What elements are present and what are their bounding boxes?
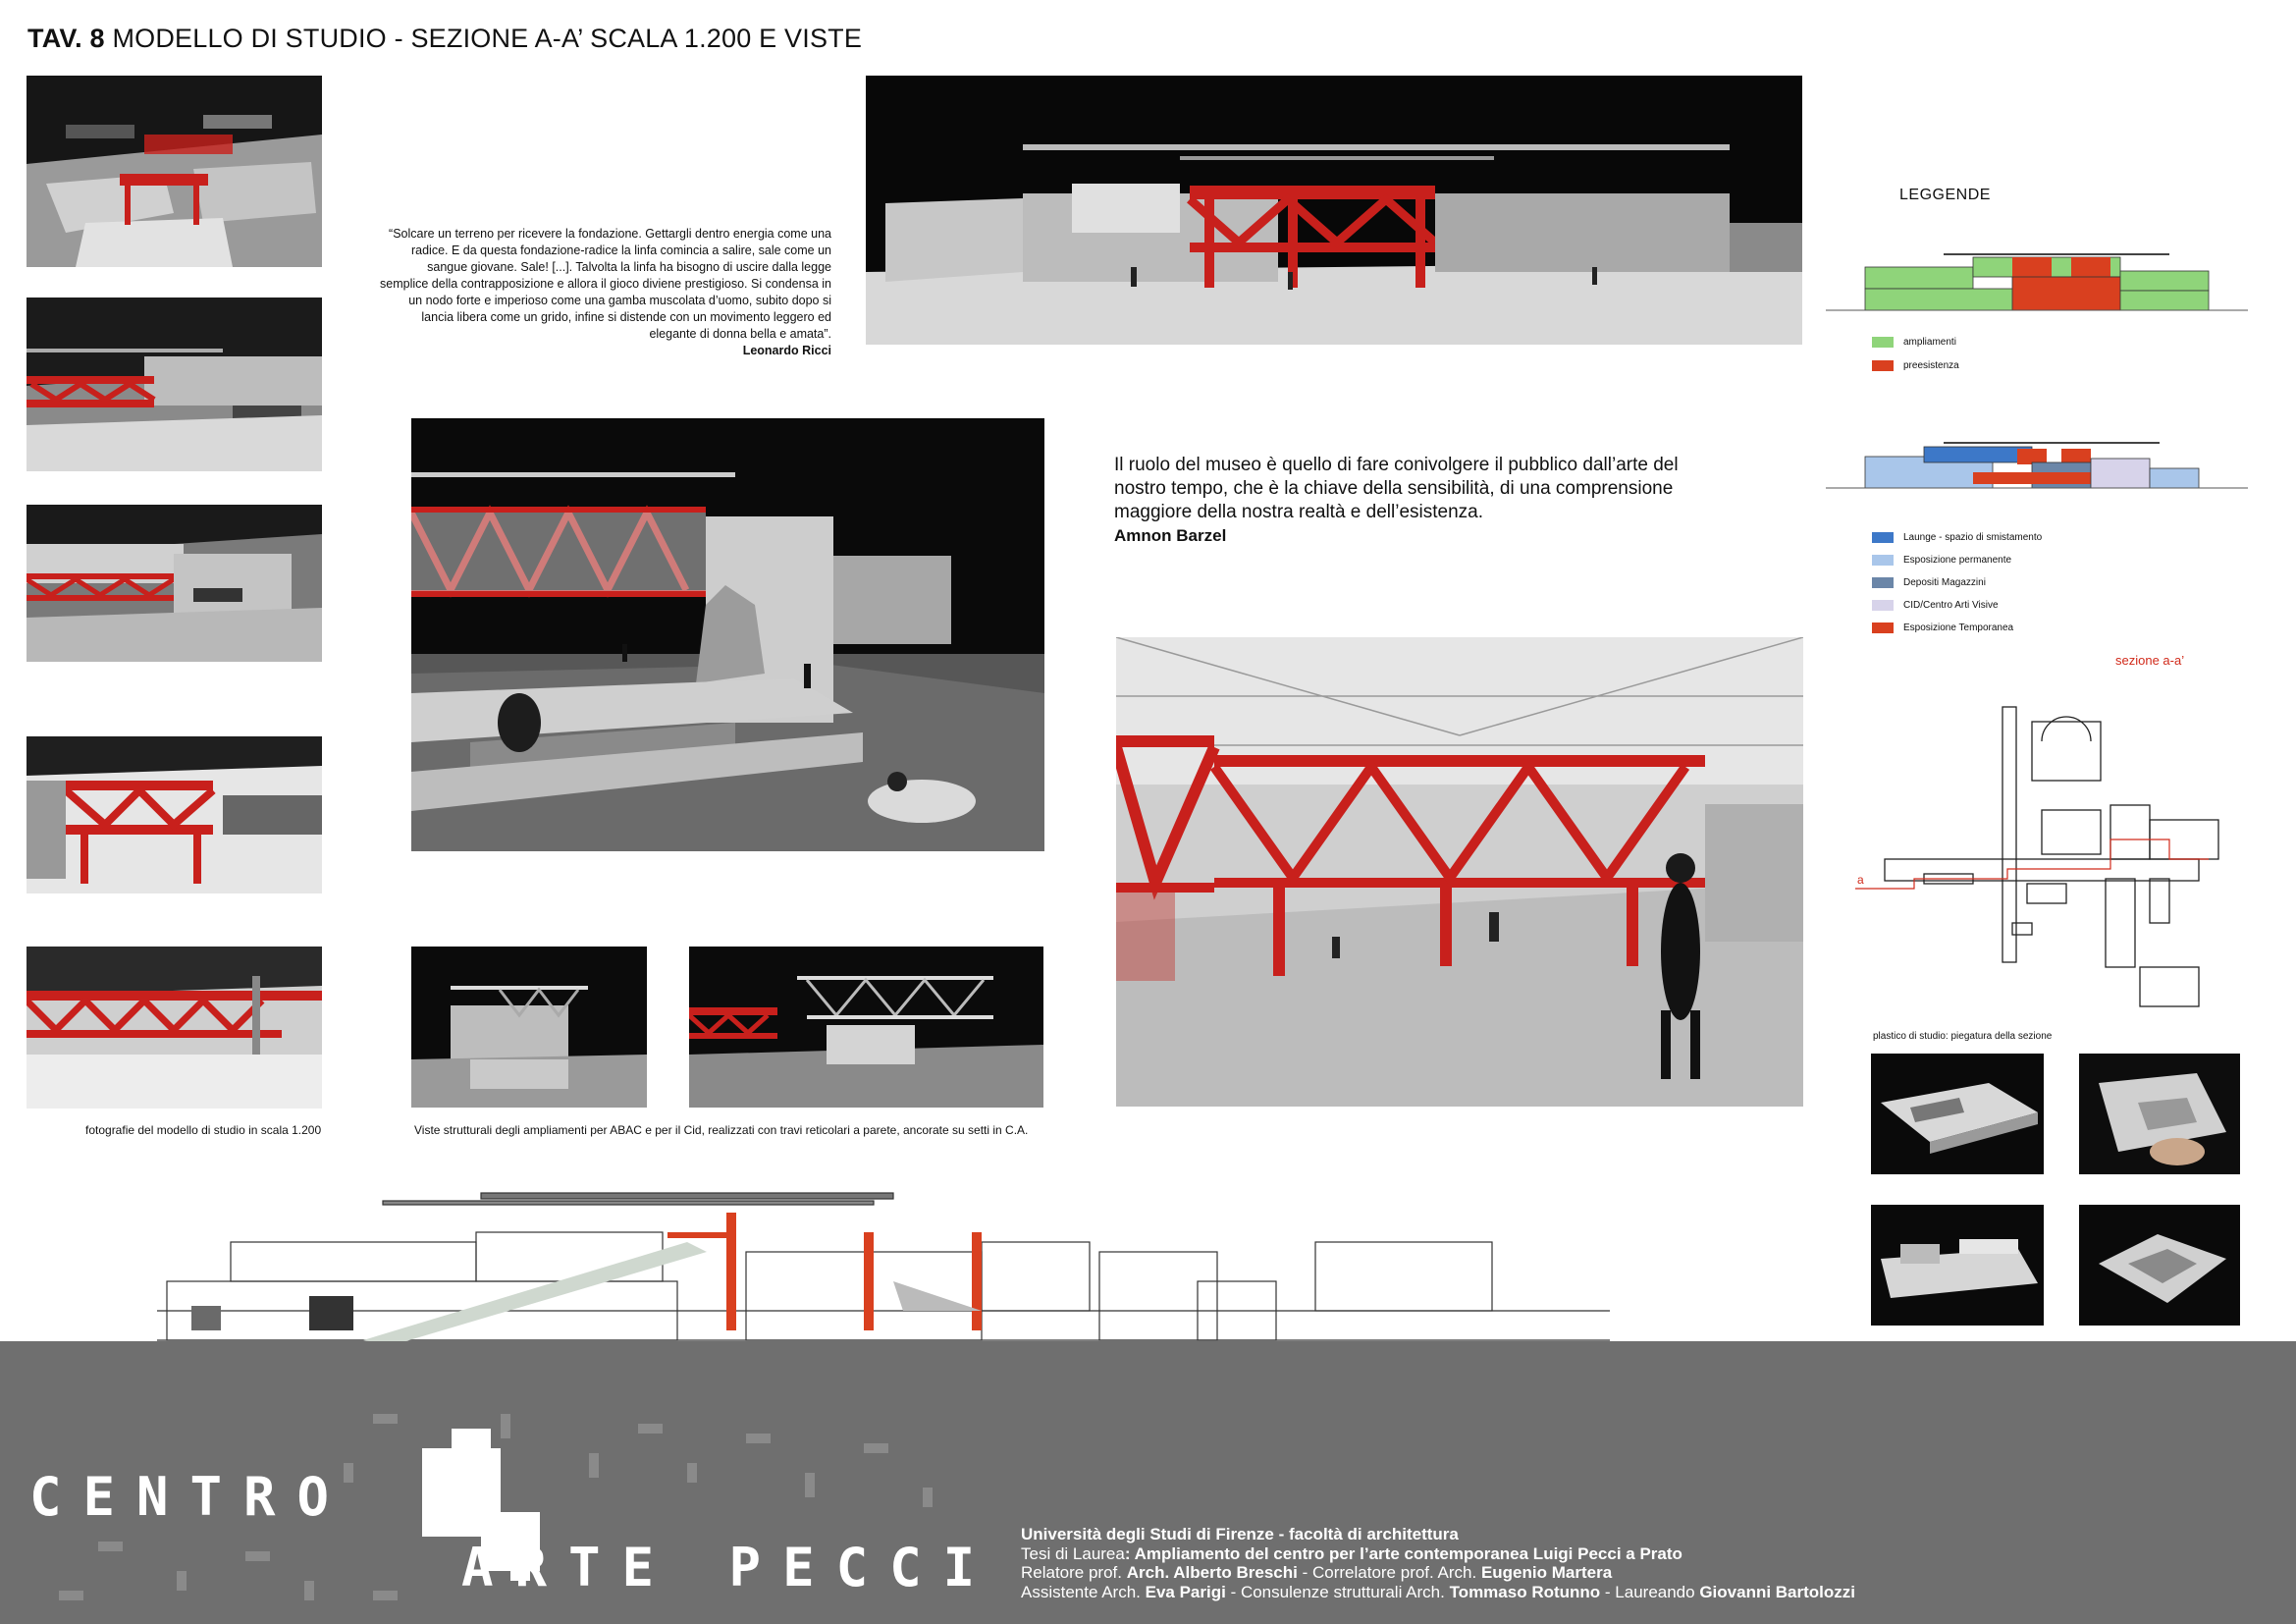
section-diagram-blue bbox=[1826, 437, 2248, 496]
legend-swatch bbox=[1872, 555, 1894, 566]
render-interior bbox=[1116, 637, 1803, 1107]
legend-label: CID/Centro Arti Visive bbox=[1903, 600, 1999, 611]
credits-text: - Laureando bbox=[1600, 1582, 1700, 1601]
render-exterior-top bbox=[866, 76, 1802, 345]
credits-line-4 bbox=[1021, 1583, 1855, 1602]
legend-label: ampliamenti bbox=[1903, 337, 1956, 348]
legend-label: Esposizione permanente bbox=[1903, 555, 2012, 566]
model-photo-3 bbox=[27, 505, 322, 662]
logo-line-1: CENTRO bbox=[29, 1466, 351, 1528]
logo-line-2: ARTE PECCI bbox=[461, 1537, 997, 1598]
legend-swatch bbox=[1872, 337, 1894, 348]
quote-ricci-author: Leonardo Ricci bbox=[742, 344, 831, 357]
caption-plastico: plastico di studio: piegatura della sezione bbox=[1873, 1031, 2053, 1042]
legend-title: LEGGENDE bbox=[1899, 187, 1991, 203]
credits-line-1: Università degli Studi di Firenze - facoltà di architettura bbox=[1021, 1525, 1459, 1543]
credits-line-2-hl: : Ampliamento del centro per l’arte contemporanea Luigi Pecci a Prato bbox=[1124, 1543, 1682, 1563]
section-label: sezione a-a’ bbox=[2115, 653, 2185, 668]
credits-line-3 bbox=[1021, 1563, 1855, 1583]
section-mark-a: a bbox=[1857, 873, 1864, 887]
plastico-photo-1 bbox=[1871, 1054, 2044, 1174]
section-diagram-green bbox=[1826, 245, 2248, 319]
credits-line-2-pre: Tesi di Laurea bbox=[1021, 1543, 1125, 1563]
legend-swatch bbox=[1872, 360, 1894, 371]
render-structure-1 bbox=[411, 947, 647, 1108]
render-exterior-courtyard bbox=[411, 418, 1044, 851]
legend-label: Depositi Magazzini bbox=[1903, 577, 1986, 588]
credits bbox=[1021, 1525, 1855, 1601]
model-photo-4 bbox=[27, 736, 322, 893]
legend-label: Esposizione Temporanea bbox=[1903, 623, 2014, 633]
legend-item-ampliamenti bbox=[1872, 337, 1956, 348]
quote-barzel-author: Amnon Barzel bbox=[1114, 526, 1227, 545]
legend-item-preesistenza bbox=[1872, 360, 1959, 371]
legend-swatch bbox=[1872, 577, 1894, 588]
legend-item-cid bbox=[1872, 600, 1999, 611]
credits-name: Tommaso Rotunno bbox=[1449, 1582, 1601, 1601]
page-title: TAV. 8 MODELLO DI STUDIO - SEZIONE A-A’ SCALA 1.200 E VISTE bbox=[27, 24, 863, 53]
caption-structural-views: Viste strutturali degli ampliamenti per ABAC e per il Cid, realizzati con travi reticolari a parete, ancorate su setti in C.A. bbox=[414, 1123, 1029, 1137]
legend-item-esposizione-temporanea bbox=[1872, 623, 2013, 633]
legend-label: Launge - spazio di smistamento bbox=[1903, 532, 2043, 543]
floor-plan bbox=[1855, 692, 2238, 1021]
render-structure-2 bbox=[689, 947, 1043, 1108]
credits-name: Giovanni Bartolozzi bbox=[1699, 1582, 1856, 1601]
credits-name: Eva Parigi bbox=[1145, 1582, 1226, 1601]
credits-name: Eugenio Martera bbox=[1480, 1563, 1613, 1582]
legend-item-launge bbox=[1872, 532, 2042, 543]
legend-item-depositi bbox=[1872, 577, 1986, 588]
credits-line-2 bbox=[1021, 1544, 1855, 1564]
model-photo-1 bbox=[27, 76, 322, 267]
quote-ricci-text: “Solcare un terreno per ricevere la fondazione. Gettargli dentro energia come una radice. E da questa fondazione-radice la linfa comincia a salire, sale come un sangue giovane. Sale! [...]. Talvolta la linfa ha bisogno di uscire dalla legge semplice della contrapposizione e allora il gioco diviene prestigioso. Si condensa in un nodo forte e imperioso come una gamba muscolata d’uomo, subito dopo si lancia libera come un grido, infine si distende con un movimento leggero ed elegante di donna bella e amata”. bbox=[380, 227, 831, 341]
credits-text: - Correlatore prof. Arch. bbox=[1297, 1563, 1481, 1582]
caption-model-photos: fotografie del modello di studio in scala 1.200 bbox=[85, 1123, 322, 1137]
legend-swatch bbox=[1872, 532, 1894, 543]
plastico-photo-2 bbox=[2079, 1054, 2240, 1174]
credits-text: - Consulenze strutturali Arch. bbox=[1225, 1582, 1450, 1601]
credits-text: Assistente Arch. bbox=[1021, 1582, 1146, 1601]
legend-label: preesistenza bbox=[1903, 360, 1959, 371]
quote-barzel-text: Il ruolo del museo è quello di fare conivolgere il pubblico dall’arte del nostro tempo, che è la chiave della sensibilità, di una comprensione maggiore della nostra realtà e dell’esistenza. bbox=[1114, 455, 1679, 522]
legend-swatch bbox=[1872, 600, 1894, 611]
quote-ricci bbox=[378, 226, 831, 359]
legend-item-esposizione-permanente bbox=[1872, 555, 2011, 566]
credits-name: Arch. Alberto Breschi bbox=[1126, 1563, 1298, 1582]
legend-swatch bbox=[1872, 623, 1894, 633]
quote-barzel bbox=[1114, 454, 1723, 548]
plastico-photo-4 bbox=[2079, 1205, 2240, 1326]
model-photo-2 bbox=[27, 298, 322, 471]
model-photo-5 bbox=[27, 947, 322, 1109]
credits-text: Relatore prof. bbox=[1021, 1563, 1127, 1582]
plastico-photo-3 bbox=[1871, 1205, 2044, 1326]
